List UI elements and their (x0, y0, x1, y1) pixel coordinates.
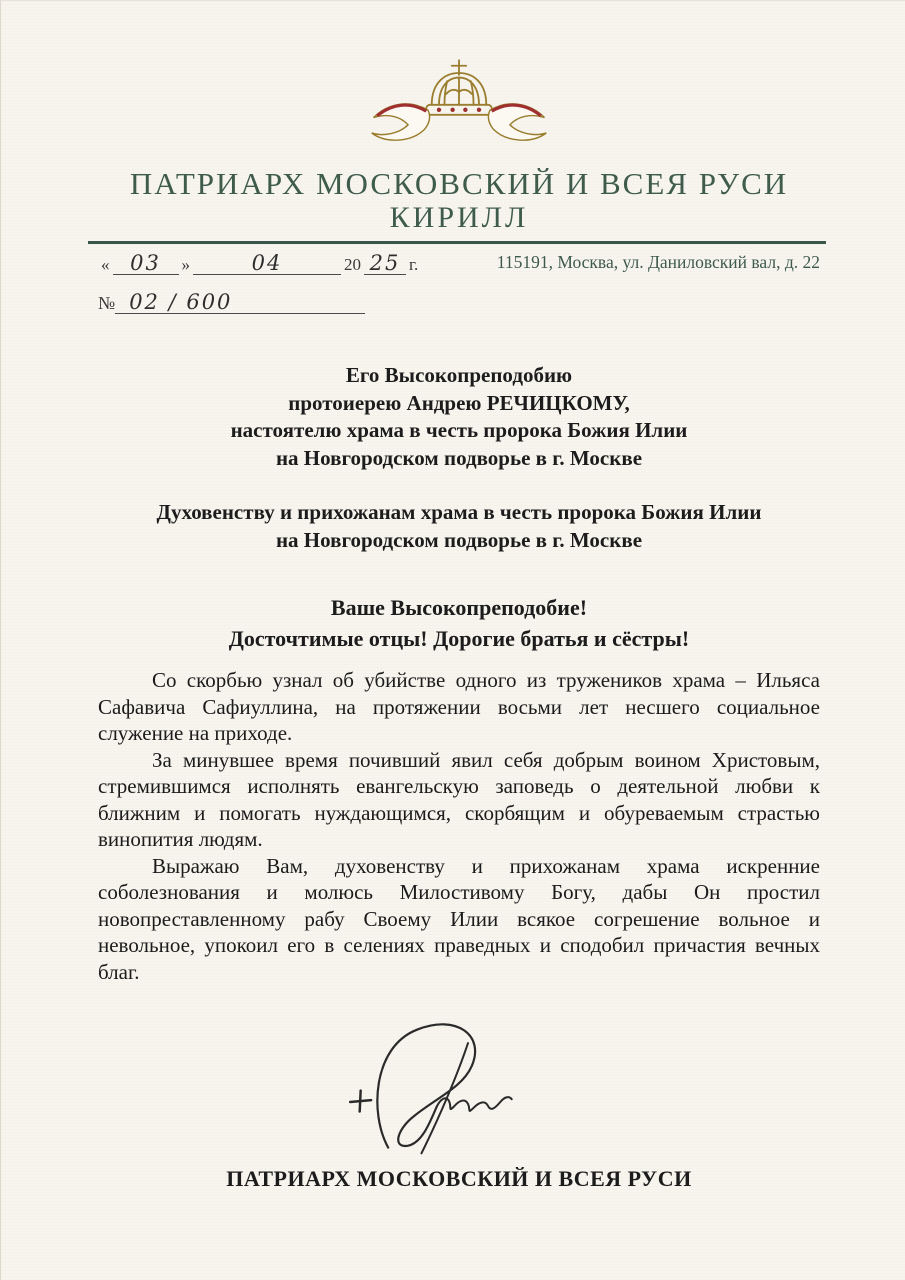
patriarch-kirill-signature-icon (324, 1007, 574, 1159)
letterhead-address: 115191, Москва, ул. Даниловский вал, д. 22 (496, 252, 820, 272)
year-prefix: 20 (344, 255, 361, 274)
addressee-block-1 (98, 362, 820, 472)
body-paragraph: Выражаю Вам, духовенству и прихожанам храма искренние соболезнования и молюсь Милостивому Богу, дабы Он простил новопреставленному рабу Своему Илии всякое согрешение вольное и невольное, упокоил его в селениях праведных и сподобил причастия вечных благ. (98, 853, 820, 984)
date-month-field: 04 (193, 252, 341, 275)
left-ribbon (372, 104, 430, 140)
close-quote: » (181, 255, 190, 274)
addressee-block-2 (98, 499, 820, 554)
body-paragraph: За минувшее время почивший явил себя добрым воином Христовым, стремившимся исполнять евангельскую заповедь о деятельной любви к ближним и помогать нуждающимся, скорбящим и обуреваемым страстью винопития людям. (98, 747, 820, 851)
document-number-field: 02 / 600 (115, 291, 365, 314)
date-line (98, 252, 421, 275)
signature-block (78, 1007, 820, 1164)
salutation (98, 592, 820, 654)
number-label: № (98, 293, 116, 313)
reference-row (98, 252, 820, 275)
open-quote: « (101, 255, 110, 274)
letter-body (98, 667, 820, 985)
body-paragraph: Со скорбью узнал об убийстве одного из тружеников храма – Ильяса Сафавича Сафиуллина, на протяжении восьми лет несшего социальное служение на приходе. (98, 668, 820, 745)
letterhead-name: КИРИЛЛ (389, 201, 529, 234)
document-number-line (98, 291, 820, 314)
addressee-line: на Новгородском подворье в г. Москве (275, 527, 643, 552)
letterhead-divider (88, 241, 826, 244)
addressee-line: настоятелю храма в честь пророка Божия Илии (230, 418, 688, 442)
right-ribbon (488, 104, 546, 140)
letterhead-emblem (98, 57, 820, 154)
date-day-field: 03 (113, 252, 179, 275)
salutation-line: Ваше Высокопреподобие! (330, 595, 588, 620)
letterhead-title: ПАТРИАРХ МОСКОВСКИЙ И ВСЕЯ РУСИ (129, 166, 789, 201)
addressee-line: Его Высокопреподобию (345, 363, 573, 387)
year-suffix: г. (409, 255, 419, 274)
date-year-field: 25 (364, 252, 406, 275)
footer-title: ПАТРИАРХ МОСКОВСКИЙ И ВСЕЯ РУСИ (226, 1166, 692, 1191)
addressee-line: протоиерею Андрею РЕЧИЦКОМУ, (288, 390, 630, 415)
addressee-line: Духовенству и прихожанам храма в честь пророка Божия Илии (156, 500, 762, 524)
addressee-line: на Новгородском подворье в г. Москве (275, 445, 643, 470)
salutation-line: Досточтимые отцы! Дорогие братья и сёстры! (228, 626, 690, 651)
patriarchal-crown-icon (359, 57, 559, 149)
